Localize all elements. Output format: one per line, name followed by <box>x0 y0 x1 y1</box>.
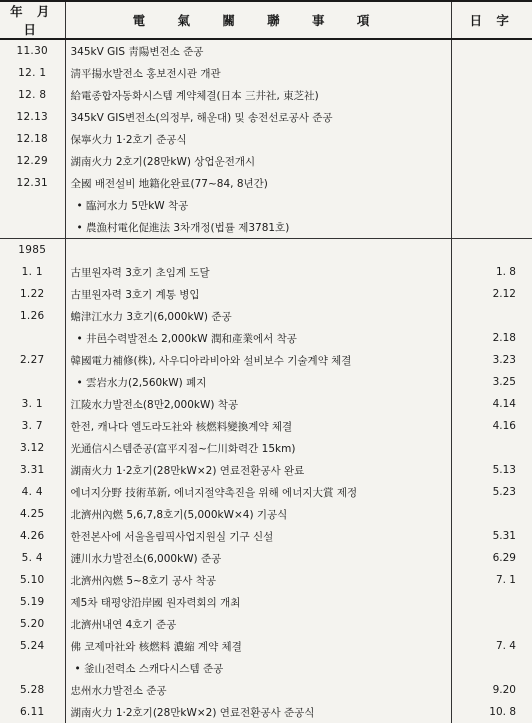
table-row <box>0 503 532 525</box>
day-cell <box>451 437 532 459</box>
event-cell: 湖南火力 2호기(28만kW) 상업운전개시 <box>65 150 451 172</box>
date-cell: 12. 1 <box>18 67 47 79</box>
day-cell: 1. 8 <box>451 261 532 283</box>
table-row <box>0 216 532 239</box>
date-cell: 12. 8 <box>18 89 47 101</box>
day-cell: 5.31 <box>451 525 532 547</box>
date-cell: 5.10 <box>19 574 45 586</box>
date-cell: 1985 <box>0 239 65 262</box>
date-cell <box>0 371 65 393</box>
day-cell <box>451 62 532 84</box>
event-cell: 北濟州내연 4호기 준공 <box>65 613 451 635</box>
day-cell: 2.18 <box>451 327 532 349</box>
event-cell: 忠州水力발전소 준공 <box>65 679 451 701</box>
table-row <box>0 150 532 172</box>
table-row <box>0 349 532 371</box>
event-cell: 湖南火力 1·2호기(28만kW×2) 연료전환공사 준공식 <box>65 701 451 723</box>
day-cell: 5.13 <box>451 459 532 481</box>
day-cell: 7. 4 <box>451 635 532 657</box>
event-cell: 345kV GIS 靑陽변전소 준공 <box>65 39 451 62</box>
event-cell: 北濟州內燃 5~8호기 공사 착공 <box>65 569 451 591</box>
event-cell: 한전본사에 서울올림픽사업지원실 기구 신설 <box>65 525 451 547</box>
event-cell: 全國 배전설비 地籍化완료(77~84, 8년간) <box>65 172 451 194</box>
date-cell: 5.28 <box>19 684 45 696</box>
table-row <box>0 547 532 569</box>
day-cell: 3.25 <box>451 371 532 393</box>
date-cell <box>0 657 65 679</box>
table-row <box>0 84 532 106</box>
table-row <box>0 701 532 723</box>
table-row <box>0 283 532 305</box>
date-cell <box>0 194 65 216</box>
table-row <box>0 481 532 503</box>
event-cell: 古里원자력 3호기 계통 병입 <box>65 283 451 305</box>
day-cell <box>451 657 532 679</box>
event-cell: • 雲岩水力(2,560kW) 폐지 <box>65 371 451 393</box>
day-cell <box>451 591 532 613</box>
event-cell: 345kV GIS변전소(의정부, 해운대) 및 송전선로공사 준공 <box>65 106 451 128</box>
event-cell: 에너지分野 技術革新, 에너지절약촉진을 위해 에너지大賞 제정 <box>65 481 451 503</box>
event-cell: 古里원자력 3호기 초임계 도달 <box>65 261 451 283</box>
table-row <box>0 172 532 194</box>
day-cell <box>451 194 532 216</box>
date-cell: 4. 4 <box>21 486 43 498</box>
day-cell: 6.29 <box>451 547 532 569</box>
day-cell <box>451 503 532 525</box>
table-row <box>0 239 532 262</box>
date-cell: 3. 7 <box>21 420 43 432</box>
table-row <box>0 305 532 327</box>
event-cell: • 釜山전력소 스캐다시스템 준공 <box>65 657 451 679</box>
date-cell: 3.31 <box>19 464 45 476</box>
header-date: 年 月 日 <box>0 1 65 39</box>
table-row <box>0 128 532 150</box>
date-cell: 1.22 <box>19 288 45 300</box>
day-cell <box>451 128 532 150</box>
day-cell: 10. 8 <box>451 701 532 723</box>
date-cell: 12.29 <box>16 155 49 167</box>
day-cell <box>451 305 532 327</box>
event-cell: 湖南火力 1·2호기(28만kW×2) 연료전환공사 완료 <box>65 459 451 481</box>
day-cell <box>451 39 532 62</box>
table-row <box>0 371 532 393</box>
event-cell: 제5차 태평양沿岸國 원자력회의 개최 <box>65 591 451 613</box>
day-cell: 9.20 <box>451 679 532 701</box>
day-cell: 4.16 <box>451 415 532 437</box>
day-cell <box>451 216 532 239</box>
table-row <box>0 393 532 415</box>
event-cell: 淸平揚水발전소 홍보전시관 개관 <box>65 62 451 84</box>
table-row <box>0 106 532 128</box>
day-cell: 4.14 <box>451 393 532 415</box>
date-cell: 5. 4 <box>21 552 43 564</box>
date-cell: 2.27 <box>19 354 45 366</box>
event-cell: 光通信시스템준공(富平지점~仁川화력간 15km) <box>65 437 451 459</box>
table-row <box>0 261 532 283</box>
table-row <box>0 39 532 62</box>
event-cell: • 井邑수력발전소 2,000kW 潤和產業에서 착공 <box>65 327 451 349</box>
event-cell: 北濟州內燃 5,6,7,8호기(5,000kW×4) 기공식 <box>65 503 451 525</box>
header-event: 電 氣 關 聯 事 項 <box>65 1 451 39</box>
date-cell: 3.12 <box>19 442 45 454</box>
event-cell: • 農漁村電化促進法 3차개정(법률 제3781호) <box>65 216 451 239</box>
day-cell: 5.23 <box>451 481 532 503</box>
event-cell: 蟾津江水力 3호기(6,000kW) 준공 <box>65 305 451 327</box>
event-cell: 韓國電力補修(株), 사우디아라비아와 설비보수 기술계약 체결 <box>65 349 451 371</box>
date-cell: 12.13 <box>16 111 49 123</box>
date-cell <box>0 216 65 239</box>
date-cell: 5.20 <box>19 618 45 630</box>
date-cell: 12.31 <box>16 177 49 189</box>
date-cell: 4.25 <box>19 508 45 520</box>
date-cell: 5.19 <box>19 596 45 608</box>
event-cell <box>65 239 451 262</box>
date-cell: 6.11 <box>19 706 45 718</box>
day-cell <box>451 150 532 172</box>
day-cell <box>451 106 532 128</box>
event-cell: 漣川水力발전소(6,000kW) 준공 <box>65 547 451 569</box>
table-row <box>0 327 532 349</box>
event-cell: 保寧火力 1·2호기 준공식 <box>65 128 451 150</box>
table-row <box>0 62 532 84</box>
table-row <box>0 459 532 481</box>
day-cell: 3.23 <box>451 349 532 371</box>
day-cell <box>451 613 532 635</box>
table-row <box>0 613 532 635</box>
table-body <box>0 39 532 723</box>
event-cell: 한전, 캐나다 엘도라도社와 核燃料變換계약 체결 <box>65 415 451 437</box>
header-row <box>0 1 532 39</box>
day-cell: 2.12 <box>451 283 532 305</box>
table-row <box>0 569 532 591</box>
date-cell: 1.26 <box>19 310 45 322</box>
table-row <box>0 591 532 613</box>
table-row <box>0 415 532 437</box>
table-row <box>0 657 532 679</box>
date-cell: 1. 1 <box>21 266 43 278</box>
event-cell: 給電종합자동화시스템 계약체결(日本 三井社, 東芝社) <box>65 84 451 106</box>
date-cell: 12.18 <box>16 133 49 145</box>
table-row <box>0 635 532 657</box>
event-cell: 江陵水力발전소(8만2,000kW) 착공 <box>65 393 451 415</box>
table-row <box>0 194 532 216</box>
date-cell: 11.30 <box>16 45 49 57</box>
date-cell: 3. 1 <box>21 398 43 410</box>
table-row <box>0 679 532 701</box>
header-day: 日 字 <box>451 1 532 39</box>
day-cell <box>451 239 532 262</box>
date-cell: 5.24 <box>19 640 45 652</box>
day-cell <box>451 84 532 106</box>
event-cell: • 臨河水力 5만kW 착공 <box>65 194 451 216</box>
table-row <box>0 437 532 459</box>
day-cell: 7. 1 <box>451 569 532 591</box>
date-cell: 4.26 <box>19 530 45 542</box>
date-cell <box>0 327 65 349</box>
event-cell: 佛 코제마社와 核燃料 濃縮 계약 체결 <box>65 635 451 657</box>
day-cell <box>451 172 532 194</box>
table-row <box>0 525 532 547</box>
